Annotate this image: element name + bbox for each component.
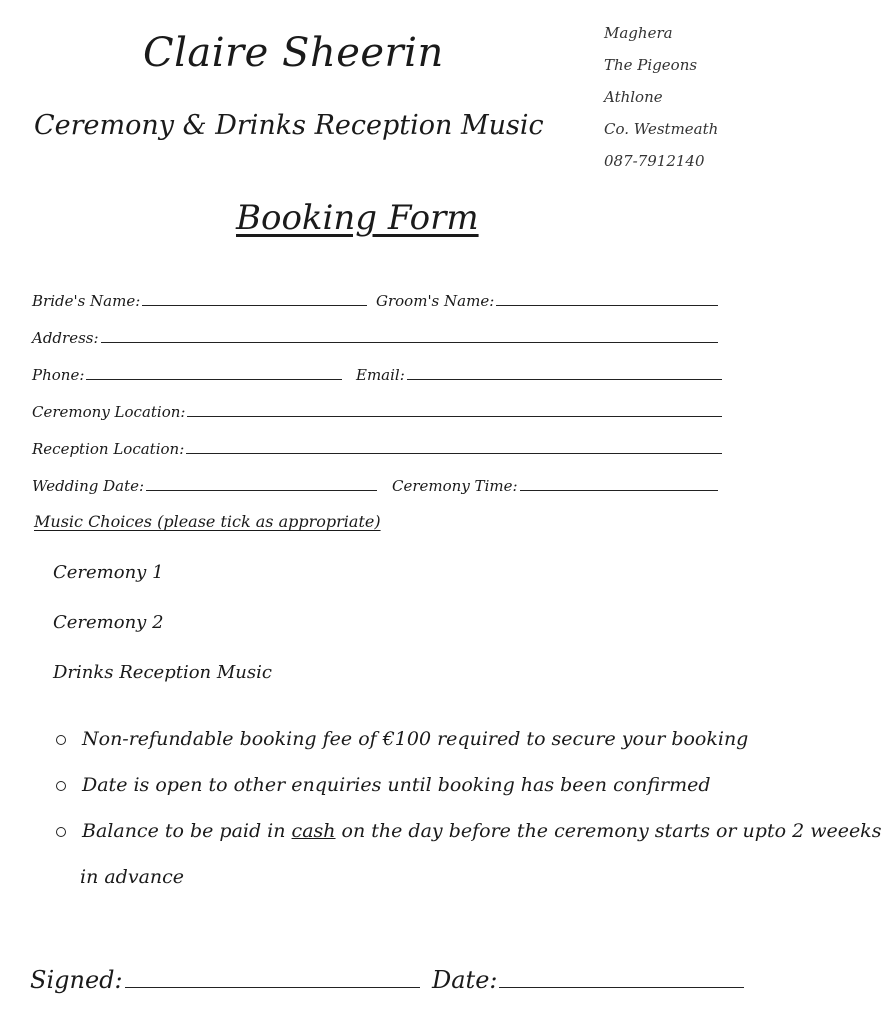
ceremony-time-line[interactable] (520, 490, 718, 491)
bullet-icon (56, 827, 66, 837)
phone-line[interactable] (86, 379, 342, 380)
email-field[interactable] (356, 362, 722, 384)
signed-field[interactable] (30, 960, 420, 994)
bride-name-label: Bride's Name: (32, 292, 141, 310)
bullet-icon (56, 735, 66, 745)
address-line-3: Athlone (604, 88, 663, 106)
wedding-date-line[interactable] (146, 490, 377, 491)
phone-number: 087-7912140 (604, 152, 705, 170)
address-line-2: The Pigeons (604, 56, 698, 74)
date-label: Date: (432, 966, 498, 994)
phone-label: Phone: (32, 366, 85, 384)
note-balance (56, 820, 881, 842)
form-title: Booking Form (236, 198, 479, 238)
ceremony-location-label: Ceremony Location: (32, 403, 186, 421)
service-subtitle: Ceremony & Drinks Reception Music (34, 110, 544, 141)
reception-location-line[interactable] (186, 453, 722, 454)
address-line[interactable] (101, 342, 718, 343)
groom-name-line[interactable] (496, 305, 718, 306)
bride-name-field[interactable] (32, 288, 367, 310)
phone-field[interactable] (32, 362, 342, 384)
ceremony-location-line[interactable] (187, 416, 722, 417)
bride-name-line[interactable] (142, 305, 367, 306)
choice-ceremony-2[interactable]: Ceremony 2 (53, 612, 164, 633)
ceremony-time-label: Ceremony Time: (392, 477, 518, 495)
groom-name-field[interactable] (376, 288, 718, 310)
choice-drinks-reception[interactable]: Drinks Reception Music (53, 662, 272, 683)
signed-label: Signed: (30, 966, 123, 994)
groom-name-label: Groom's Name: (376, 292, 495, 310)
note-balance-post: on the day before the ceremony starts or upto 2 weeeks (335, 820, 881, 842)
bullet-icon (56, 781, 66, 791)
note-date-open (56, 774, 711, 796)
date-line[interactable] (499, 987, 744, 988)
music-choices-heading: Music Choices (please tick as appropriate) (34, 512, 381, 531)
note-balance-pre: Balance to be paid in (82, 820, 292, 842)
reception-location-label: Reception Location: (32, 440, 185, 458)
performer-name: Claire Sheerin (143, 30, 444, 76)
note-balance-continued: in advance (80, 866, 185, 888)
address-line-1: Maghera (604, 24, 673, 42)
date-field[interactable] (432, 960, 744, 994)
address-field[interactable] (32, 325, 718, 347)
reception-location-field[interactable] (32, 436, 722, 458)
address-label: Address: (32, 329, 99, 347)
note-booking-fee (56, 728, 748, 750)
note-date-open-text: Date is open to other enquiries until booking has been confirmed (82, 774, 711, 796)
email-label: Email: (356, 366, 405, 384)
wedding-date-label: Wedding Date: (32, 477, 145, 495)
ceremony-location-field[interactable] (32, 399, 722, 421)
note-balance-cash: cash (291, 820, 336, 842)
wedding-date-field[interactable] (32, 473, 377, 495)
choice-ceremony-1[interactable]: Ceremony 1 (53, 562, 164, 583)
address-line-4: Co. Westmeath (604, 120, 719, 138)
ceremony-time-field[interactable] (392, 473, 718, 495)
note-booking-fee-text: Non-refundable booking fee of €100 required to secure your booking (82, 728, 749, 750)
email-line[interactable] (407, 379, 722, 380)
signed-line[interactable] (125, 987, 420, 988)
